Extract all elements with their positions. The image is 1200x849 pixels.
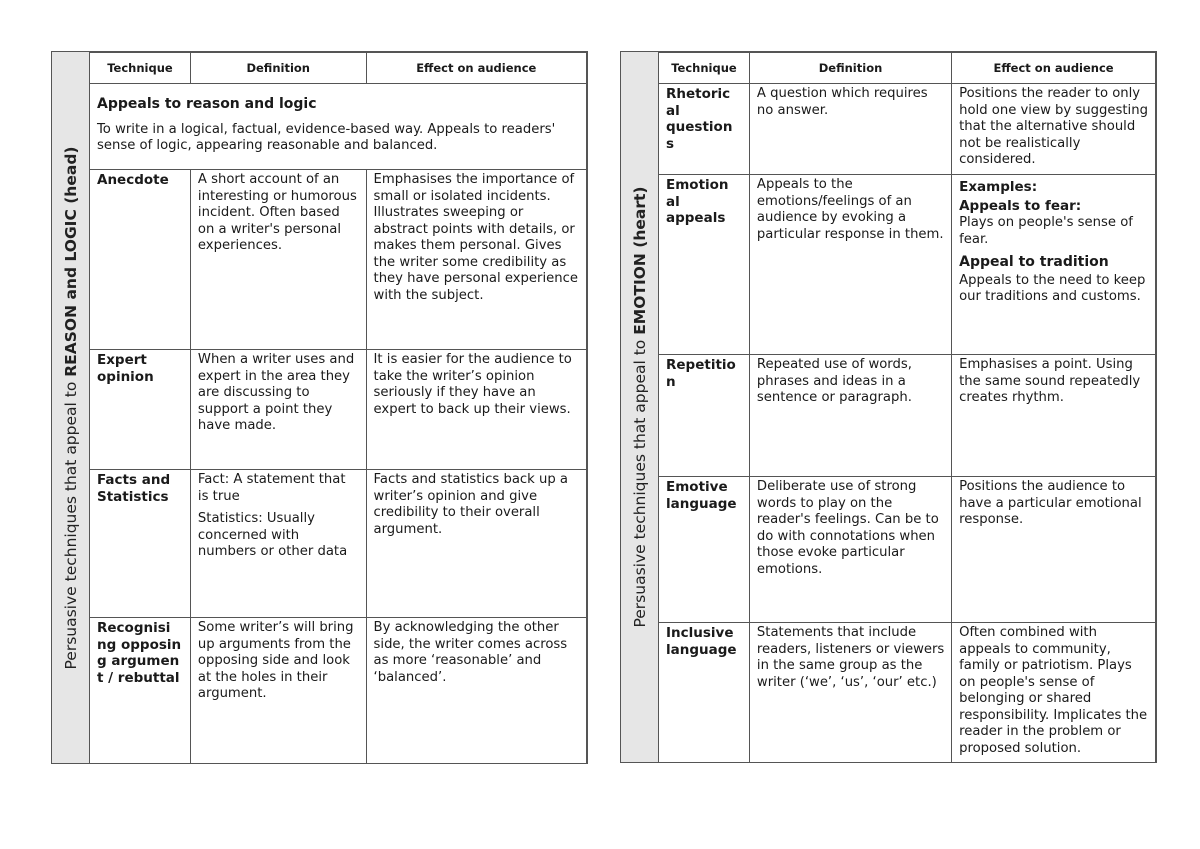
effect-cell: It is easier for the audience to take the writer’s opinion seriously if they have an expert to back up their views. [366,350,586,470]
intro-text: To write in a logical, factual, evidence-based way. Appeals to readers' sense of logic, appearing reasonable and balanced. [97,121,556,153]
emotion-sidebar-title: Persuasive techniques that appeal to EMOTION (heart) [630,186,649,628]
emotion-panel [620,51,1157,763]
effect-cell: By acknowledging the other side, the writer comes across as more ‘reasonable’ and ‘balanced’. [366,618,586,764]
table-row [90,470,587,618]
definition-cell: When a writer uses and expert in the area they are discussing to support a point they have made. [190,350,366,470]
reason-logic-sidebar-title: Persuasive techniques that appeal to REASON and LOGIC (head) [61,146,80,669]
header-definition: Definition [749,53,951,84]
fear-label: Appeals to fear: [959,197,1082,214]
technique-cell: Rhetoric al question s [659,84,750,175]
table-row [659,355,1156,477]
emotion-table [658,52,1156,763]
technique-cell: Repetitio n [659,355,750,477]
fear-text: Plays on people's sense of fear. [959,215,1133,247]
technique-cell: Expert opinion [90,350,191,470]
definition-cell: Statements that include readers, listeners or viewers in the same group as the writer (‘we’, ‘us’, ‘our’ etc.) [749,623,951,763]
table-header-row [659,53,1156,84]
examples-label: Examples: [959,179,1038,195]
effect-cell: Often combined with appeals to community, family or patriotism. Plays on people's sense of belonging or shared responsibility. Implicates the reader in the problem or proposed solution. [952,623,1156,763]
table-row [659,623,1156,763]
table-row [90,618,587,764]
header-technique: Technique [90,53,191,84]
header-technique: Technique [659,53,750,84]
technique-cell: Inclusive language [659,623,750,763]
table-row [90,350,587,470]
header-definition: Definition [190,53,366,84]
technique-cell: Recognisi ng opposing argument / rebuttal [90,618,191,764]
tradition-label: Appeal to tradition [959,254,1109,270]
header-effect: Effect on audience [952,53,1156,84]
table-row [659,175,1156,355]
table-row [90,170,587,350]
definition-cell: Some writer’s will bring up arguments from the opposing side and look at the holes in their argument. [190,618,366,764]
technique-cell: Emotive language [659,477,750,623]
technique-cell: Emotion al appeals [659,175,750,355]
reason-logic-table [89,52,587,764]
effect-cell [952,175,1156,355]
reason-logic-sidebar [52,52,90,763]
definition-cell: Deliberate use of strong words to play on the reader's feelings. Can be to do with connotations when those evoke particular emotions. [749,477,951,623]
table-row [659,477,1156,623]
effect-cell: Emphasises a point. Using the same sound repeatedly creates rhythm. [952,355,1156,477]
effect-cell: Positions the reader to only hold one view by suggesting that the alternative should not be realistically considered. [952,84,1156,175]
definition-cell [190,470,366,618]
table-row [659,84,1156,175]
definition-cell: Repeated use of words, phrases and ideas in a sentence or paragraph. [749,355,951,477]
intro-heading: Appeals to reason and logic [97,96,317,112]
header-effect: Effect on audience [366,53,586,84]
intro-row [90,84,587,170]
effect-cell: Emphasises the importance of small or isolated incidents. Illustrates sweeping or abstract points with details, or makes them personal. Gives the writer some credibility as they have personal experience with the subject. [366,170,586,350]
definition-cell: A question which requires no answer. [749,84,951,175]
definition-cell: Appeals to the emotions/feelings of an audience by evoking a particular response in them. [749,175,951,355]
technique-cell: Anecdote [90,170,191,350]
fact-definition: Fact: A statement that is true [197,472,346,504]
definition-cell: A short account of an interesting or humorous incident. Often based on a writer's personal experiences. [190,170,366,350]
emotion-sidebar [621,52,659,762]
statistics-definition: Statistics: Usually concerned with numbers or other data [197,511,348,559]
intro-cell [90,84,587,170]
technique-cell: Facts and Statistics [90,470,191,618]
table-header-row [90,53,587,84]
effect-cell: Positions the audience to have a particular emotional response. [952,477,1156,623]
tradition-text: Appeals to the need to keep our traditions and customs. [959,272,1146,304]
effect-cell: Facts and statistics back up a writer’s opinion and give credibility to their overall argument. [366,470,586,618]
reason-logic-panel [51,51,588,764]
